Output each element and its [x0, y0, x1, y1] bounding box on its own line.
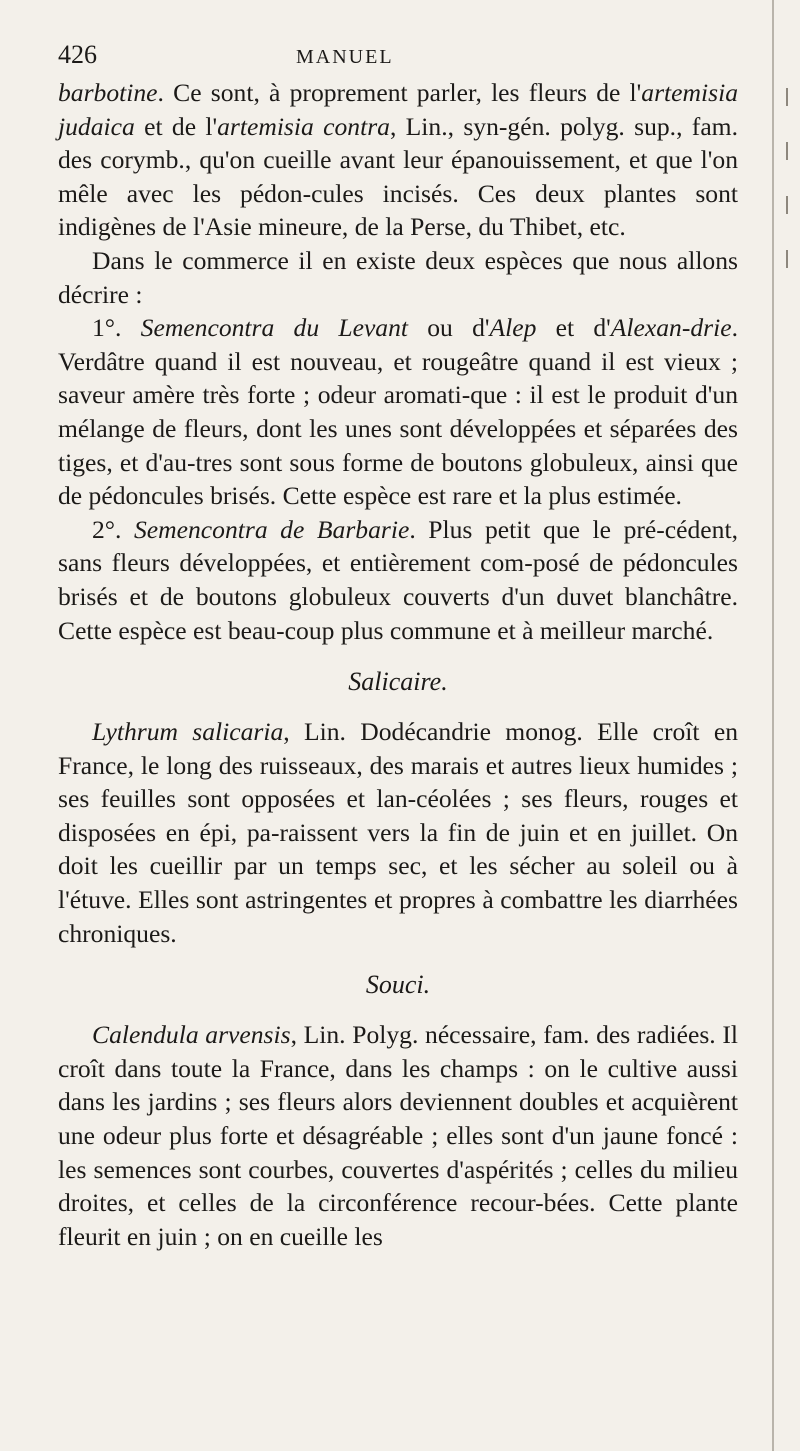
term-artemisia-contra: artemisia contra — [217, 111, 390, 141]
paragraph-souci — [58, 1018, 738, 1253]
list-number: 1°. — [92, 313, 141, 343]
text-run: . Verdâtre quand il est nouveau, et rougeâtre quand il est vieux ; saveur amère très forte ; odeur aromati-que : il est le produit d'un mélange de fleurs, dont les unes sont développées et séparées des tiges, et d'au-tres sont sous forme de boutons globuleux, ainsi que de pédoncules brisés. Cette espèce est rare et la plus estimée. — [58, 313, 738, 511]
text-run: , Lin., syn-gén. polyg. sup., fam. des corymb., qu'on cueille avant leur épanouissement, et que l'on mêle avec les pédon-cules incisés. Ces deux plantes sont indigènes de l'Asie mineure, de la Perse, du Thibet, etc. — [58, 111, 738, 242]
text-run: , Lin. Polyg. nécessaire, fam. des radiées. Il croît dans toute la France, dans les champs : on le cultive aussi dans les jardins ; ses fleurs alors deviennent doubles et acquièrent une odeur plus forte et désagréable ; elles sont d'un jaune foncé : les semences sont courbes, couvertes d'aspérités ; celles du milieu droites, et celles de la circonférence recour-bées. Cette plante fleurit en juin ; on en cueille les — [58, 1020, 738, 1251]
page-edge-line — [772, 0, 774, 1451]
paragraph-semencontra-barbarie — [58, 513, 738, 647]
term-lythrum-salicaria: Lythrum salicaria — [92, 717, 284, 747]
text-run: , Lin. Dodécandrie monog. Elle croît en France, le long des ruisseaux, des marais et autres lieux humides ; ses feuilles sont opposées et lan-céolées ; ses fleurs, rouges et disposées en épi, pa-raissent vers la fin de juin et en juillet. On doit les cueillir par un temps sec, et les sécher au soleil ou à l'étuve. Elles sont astringentes et propres à combattre les diarrhées chroniques. — [58, 717, 738, 948]
term-barbotine: barbotine — [58, 78, 158, 107]
text-run: et de l' — [134, 111, 218, 141]
term-alexandrie: Alexan-drie — [610, 313, 732, 343]
paragraph-commerce: Dans le commerce il en existe deux espèces que nous allons décrire : — [58, 245, 738, 309]
page-body — [58, 76, 738, 1253]
section-heading-salicaire: Salicaire. — [348, 667, 448, 697]
term-calendula-arvensis: Calendula arvensis — [92, 1020, 291, 1050]
text-run: . Ce sont, à proprement parler, les fleurs de l' — [157, 78, 642, 107]
page-header — [58, 40, 738, 76]
term-semencontra-barbarie: Semencontra de Barbarie — [134, 514, 410, 544]
text-run: et d' — [536, 313, 611, 343]
page-number: 426 — [58, 40, 97, 69]
running-head: MANUEL — [296, 46, 394, 68]
paragraph-barbotine — [58, 76, 738, 244]
text-run: . Plus petit que le pré-cédent, sans fleurs développées, et entièrement com-posé de pédoncules brisés et de boutons globuleux couverts d'un duvet blanchâtre. Cette espèce est beau-coup plus commune et à meilleur marché. — [58, 514, 738, 645]
term-alep: Alep — [489, 313, 537, 343]
section-heading-souci: Souci. — [365, 970, 431, 1000]
term-semencontra-levant: Semencontra du Levant — [140, 313, 409, 343]
text-run: ou d' — [408, 313, 490, 343]
paragraph-salicaire — [58, 715, 738, 950]
page-edge-marks — [786, 88, 792, 304]
paragraph-semencontra-levant — [58, 311, 738, 513]
term-artemisia-judaica: artemisia judaica — [58, 78, 738, 141]
list-number: 2°. — [92, 514, 134, 544]
